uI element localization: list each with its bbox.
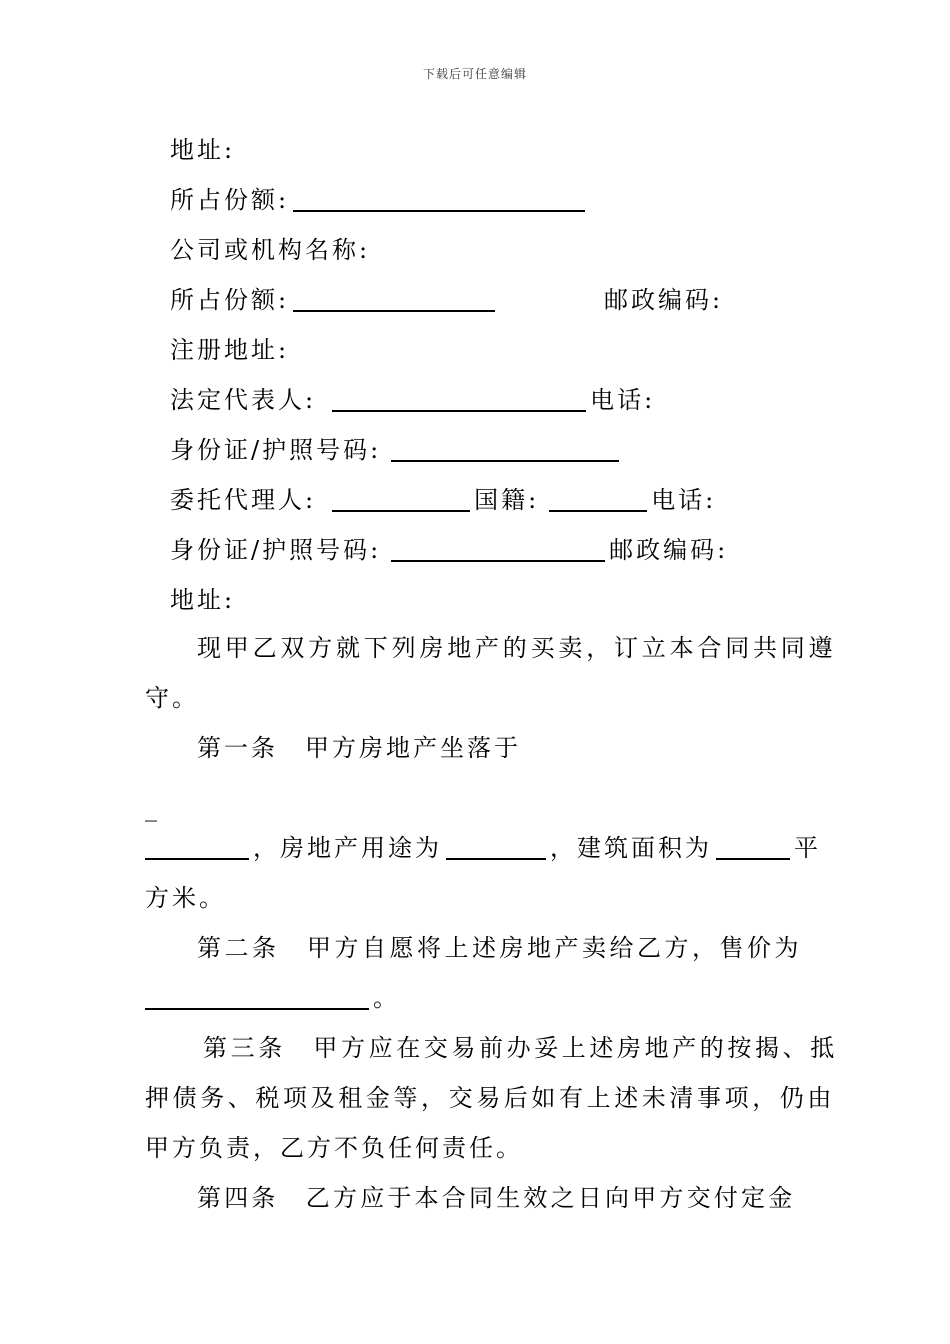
share-label: 所占份额: [170,286,290,314]
article-1-line-3: 方米。 [145,884,226,912]
article-3-line-2: 押债务、税项及租金等，交易后如有上述未清事项，仍由 [145,1084,835,1112]
share-row-2 [170,284,499,316]
legal-rep-label: 法定代表人: [170,386,317,414]
period: 。 [373,984,400,1012]
article-2-line-1: 第二条 甲方自愿将上述房地产卖给乙方，售价为 [197,934,802,962]
id-blank[interactable] [391,436,619,462]
id-blank[interactable] [391,536,605,562]
agent-label: 委托代理人: [170,486,317,514]
page-header: 下载后可任意编辑 [422,67,527,81]
area-unit-text: 平 [794,834,821,862]
id-label: 身份证/护照号码: [170,436,382,464]
article-1-line-1: 第一条 甲方房地产坐落于 [197,734,521,762]
article-4-line-1: 第四条 乙方应于本合同生效之日向甲方交付定金 [197,1184,796,1212]
usage-text: ，房地产用途为 [253,834,442,862]
nationality-label: 国籍: [474,486,540,514]
share-row-1 [170,184,589,216]
address-label: 地址: [170,136,236,164]
usage-blank[interactable] [446,834,546,860]
legal-rep-blank[interactable] [332,386,586,412]
area-text: ，建筑面积为 [550,834,712,862]
phone-label: 电话: [651,486,717,514]
id-row-1 [170,434,623,466]
article-1-line-2 [145,832,821,864]
article-2-line-2 [145,982,400,1014]
agent-blank[interactable] [332,486,470,512]
address-label: 地址: [170,586,236,614]
share-blank[interactable] [293,186,585,212]
phone-label: 电话: [590,386,656,414]
share-blank[interactable] [293,286,495,312]
agent-row [170,484,716,516]
id-row-2 [170,534,728,566]
nationality-blank[interactable] [549,486,647,512]
area-blank[interactable] [716,834,790,860]
legal-rep-row [170,384,655,416]
intro-line-2: 守。 [145,684,199,712]
registered-address-label: 注册地址: [170,336,290,364]
article-3-line-1: 第三条 甲方应在交易前办妥上述房地产的按揭、抵 [203,1034,838,1062]
article-3-line-3: 甲方负责，乙方不负任何责任。 [145,1134,523,1162]
share-label: 所占份额: [170,186,290,214]
location-blank[interactable] [145,834,249,860]
intro-line-1: 现甲乙双方就下列房地产的买卖，订立本合同共同遵 [197,634,837,662]
article-1-dash: _ [145,794,160,822]
postal-label: 邮政编码: [609,536,729,564]
postal-label: 邮政编码: [604,286,724,314]
company-label: 公司或机构名称: [170,236,371,264]
id-label: 身份证/护照号码: [170,536,382,564]
price-blank[interactable] [145,984,369,1010]
